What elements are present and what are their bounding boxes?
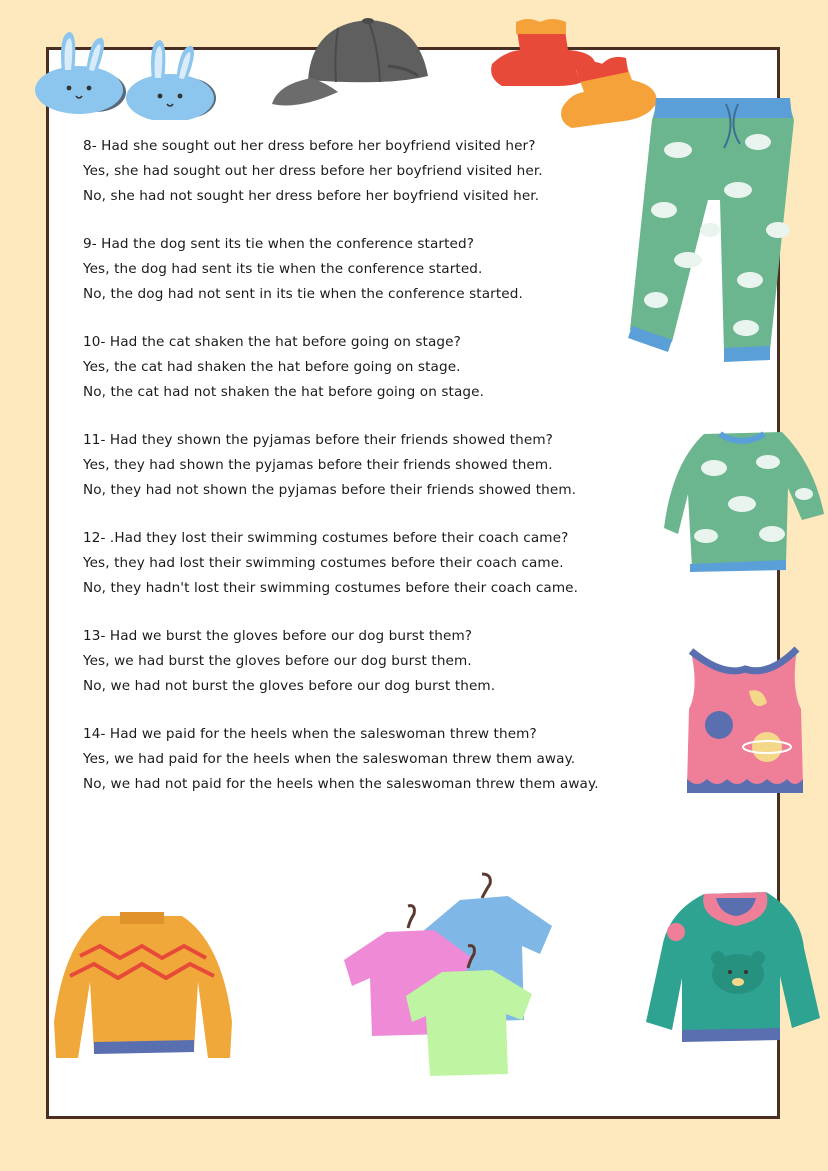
question-block — [83, 134, 683, 209]
tank-top-icon — [683, 643, 808, 795]
question-block — [83, 526, 683, 601]
baseball-cap-icon — [268, 14, 433, 114]
yes-answer: Yes, they had lost their swimming costumes before their coach came. — [83, 555, 564, 571]
yes-answer: Yes, they had shown the pyjamas before their friends showed them. — [83, 457, 553, 473]
yes-answer: Yes, we had paid for the heels when the saleswoman threw them away. — [83, 751, 576, 767]
question-text: 11- Had they shown the pyjamas before their friends showed them? — [83, 432, 553, 448]
yes-answer: Yes, she had sought out her dress before her boyfriend visited her. — [83, 163, 543, 179]
question-block — [83, 722, 683, 797]
question-text: 8- Had she sought out her dress before her boyfriend visited her? — [83, 138, 536, 154]
question-answer-list — [83, 134, 683, 820]
question-block — [83, 330, 683, 405]
no-answer: No, the dog had not sent in its tie when the conference started. — [83, 286, 523, 302]
question-text: 9- Had the dog sent its tie when the conference started? — [83, 236, 475, 252]
question-text: 10- Had the cat shaken the hat before going on stage? — [83, 334, 461, 350]
question-text: 14- Had we paid for the heels when the saleswoman threw them? — [83, 726, 537, 742]
question-text: 12- .Had they lost their swimming costumes before their coach came? — [83, 530, 569, 546]
hoodie-icon — [646, 888, 822, 1048]
sweater-icon — [50, 902, 234, 1064]
no-answer: No, we had not burst the gloves before our dog burst them. — [83, 678, 496, 694]
question-block — [83, 428, 683, 503]
question-text: 13- Had we burst the gloves before our dog burst them? — [83, 628, 473, 644]
no-answer: No, they hadn't lost their swimming costumes before their coach came. — [83, 580, 579, 596]
question-block — [83, 624, 683, 699]
tshirts-on-hangers-icon — [342, 870, 554, 1078]
pyjama-shirt-icon — [664, 424, 826, 572]
no-answer: No, the cat had not shaken the hat before going on stage. — [83, 384, 484, 400]
bunny-slippers-icon — [34, 28, 219, 120]
yes-answer: Yes, the cat had shaken the hat before going on stage. — [83, 359, 461, 375]
no-answer: No, we had not paid for the heels when the saleswoman threw them away. — [83, 776, 599, 792]
yes-answer: Yes, the dog had sent its tie when the conference started. — [83, 261, 483, 277]
no-answer: No, they had not shown the pyjamas before their friends showed them. — [83, 482, 577, 498]
yes-answer: Yes, we had burst the gloves before our dog burst them. — [83, 653, 472, 669]
no-answer: No, she had not sought her dress before her boyfriend visited her. — [83, 188, 540, 204]
question-block — [83, 232, 683, 307]
